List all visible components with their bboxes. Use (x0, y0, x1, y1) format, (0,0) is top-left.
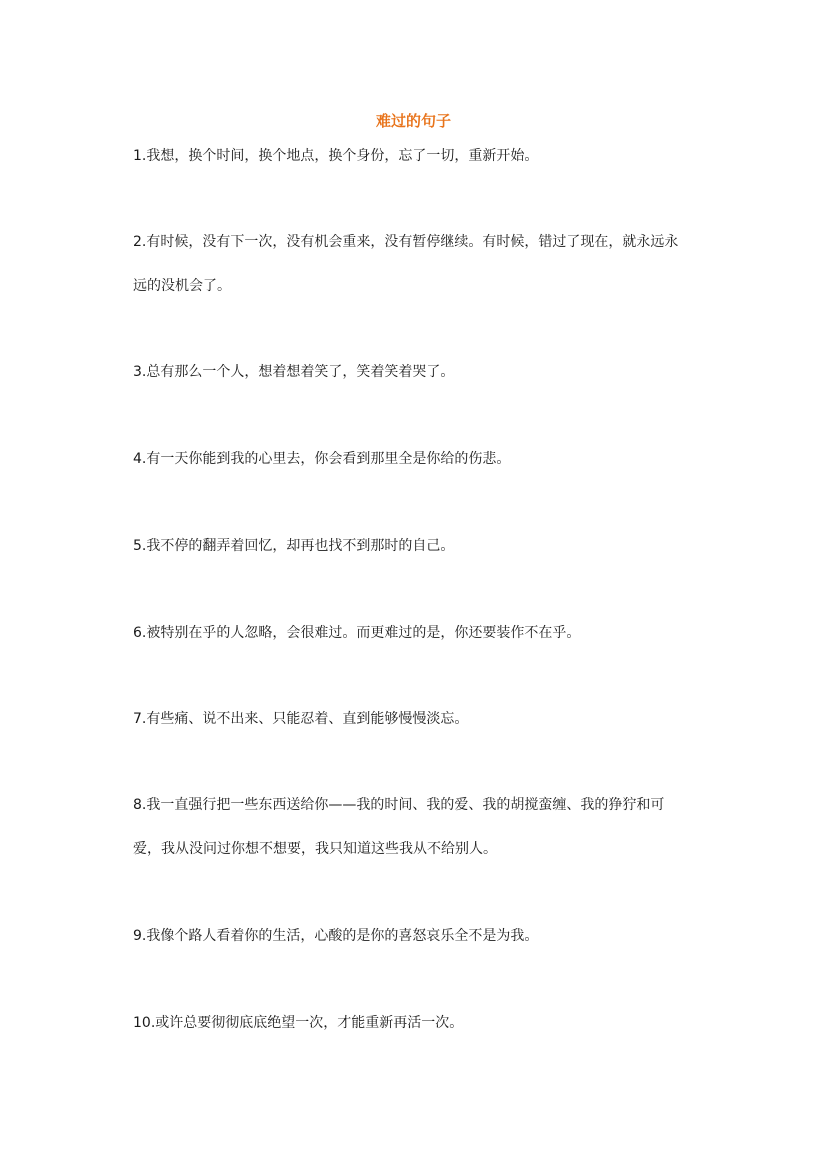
paragraph-10 (133, 1001, 699, 1045)
paragraph-3 (133, 350, 699, 394)
paragraph-line: 爱，我从没问过你想不想要，我只知道这些我从不给别人。 (133, 841, 497, 857)
paragraph-line: 5.我不停的翻弄着回忆，却再也找不到那时的自己。 (133, 538, 455, 554)
paragraph-line: 8.我一直强行把一些东西送给你——我的时间、我的爱、我的胡搅蛮缠、我的狰狞和可 (133, 797, 665, 813)
paragraph-line: 7.有些痛、说不出来、只能忍着、直到能够慢慢淡忘。 (133, 711, 469, 727)
paragraph-line: 4.有一天你能到我的心里去，你会看到那里全是你给的伤悲。 (133, 451, 511, 467)
paragraph-line: 2.有时候，没有下一次，没有机会重来，没有暂停继续。有时候，错过了现在，就永远永 (133, 234, 679, 250)
paragraph-5 (133, 524, 699, 568)
paragraph-line: 9.我像个路人看着你的生活，心酸的是你的喜怒哀乐全不是为我。 (133, 928, 539, 944)
paragraph-6 (133, 611, 699, 655)
paragraph-7 (133, 697, 699, 741)
paragraph-4 (133, 437, 699, 481)
document-title: 难过的句子 (375, 112, 451, 130)
paragraph-1 (133, 134, 699, 178)
paragraph-line: 10.或许总要彻彻底底绝望一次，才能重新再活一次。 (133, 1015, 464, 1031)
paragraph-line: 6.被特别在乎的人忽略，会很难过。而更难过的是，你还要装作不在乎。 (133, 625, 581, 641)
paragraph-2 (133, 220, 699, 308)
paragraph-line: 3.总有那么一个人，想着想着笑了，笑着笑着哭了。 (133, 364, 455, 380)
paragraph-9 (133, 914, 699, 958)
paragraph-line: 远的没机会了。 (133, 278, 231, 294)
paragraph-line: 1.我想，换个时间，换个地点，换个身份，忘了一切，重新开始。 (133, 148, 539, 164)
paragraph-8 (133, 783, 699, 871)
